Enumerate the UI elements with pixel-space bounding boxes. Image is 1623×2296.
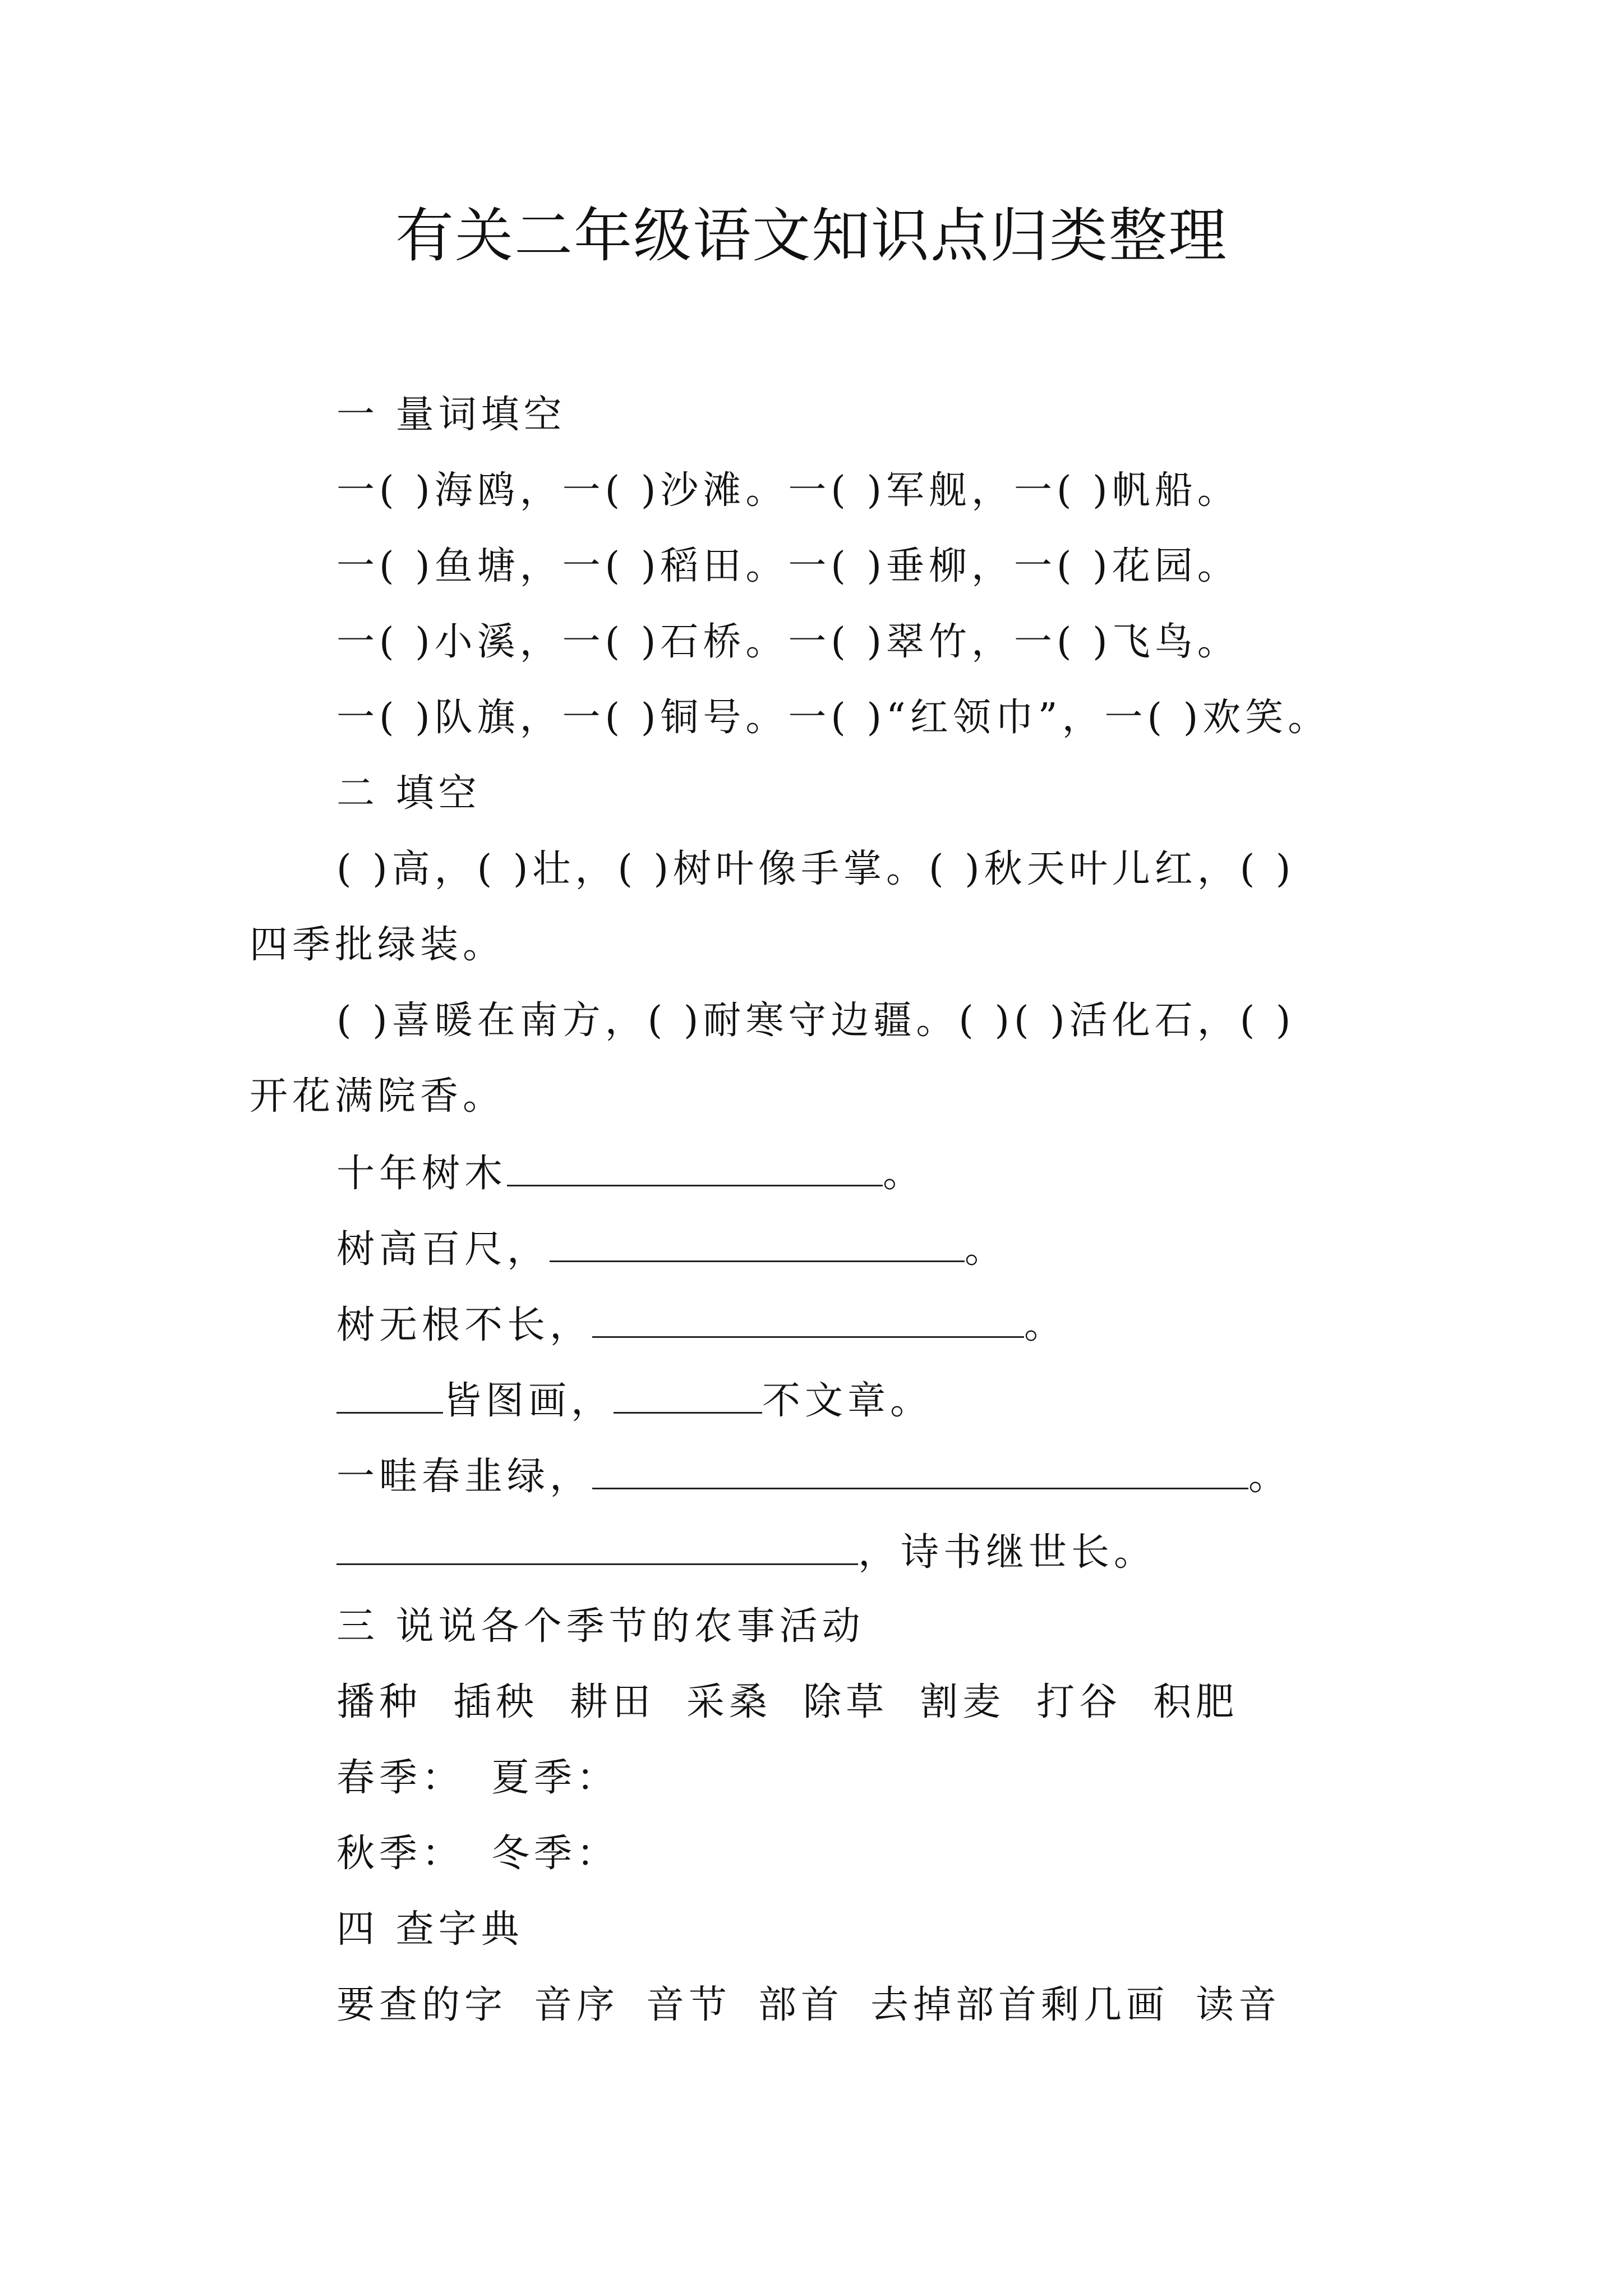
activity-item: 采桑 <box>686 1680 772 1724</box>
season-spring-label: 春季： <box>336 1756 465 1800</box>
proverb-3-suffix: 。 <box>1024 1303 1067 1347</box>
activity-item: 耕田 <box>570 1680 656 1724</box>
measure-word-row-1: 一( )海鸥，一( )沙滩。一( )军舰，一( )帆船。 <box>336 468 1240 513</box>
measure-word-row-4: 一( )队旗，一( )铜号。一( )“红领巾”，一( )欢笑。 <box>336 696 1331 740</box>
dictionary-column-label: 音节 <box>646 1983 732 2027</box>
fill-paragraph-2-line-1: ( )喜暖在南方，( )耐寒守边疆。( )( )活化石，( ) <box>336 999 1295 1043</box>
proverb-3-prefix: 树无根不长， <box>336 1303 593 1347</box>
seasons-row-2 <box>336 1826 619 1882</box>
answer-blank[interactable] <box>592 1296 1024 1338</box>
proverb-line-2 <box>336 1220 1007 1278</box>
dictionary-column-label: 去掉部首剩几画 <box>870 1983 1169 2027</box>
fill-paragraph-2-line-2: 开花满院香。 <box>250 1074 506 1119</box>
proverb-2-suffix: 。 <box>965 1227 1008 1272</box>
proverb-5-suffix: 。 <box>1248 1455 1292 1499</box>
proverb-1-prefix: 十年树木 <box>336 1152 508 1196</box>
proverb-line-4 <box>336 1372 933 1429</box>
measure-word-row-3: 一( )小溪，一( )石桥。一( )翠竹，一( )飞鸟。 <box>336 620 1240 664</box>
answer-blank[interactable] <box>507 1144 883 1186</box>
section-2-heading: 二 填空 <box>336 771 481 816</box>
proverb-1-suffix: 。 <box>883 1152 926 1196</box>
season-winter-label: 冬季： <box>491 1832 620 1876</box>
dictionary-column-label: 音序 <box>534 1983 620 2027</box>
proverb-6-suffix: ，诗书继世长。 <box>858 1530 1157 1575</box>
measure-word-row-2: 一( )鱼塘，一( )稻田。一( )垂柳，一( )花园。 <box>336 544 1240 588</box>
document-title: 有关二年级语文知识点归类整理 <box>395 201 1228 270</box>
fill-paragraph-1-line-2: 四季批绿装。 <box>250 923 506 967</box>
farming-activities-list <box>336 1674 1238 1731</box>
season-summer-label: 夏季： <box>491 1756 620 1800</box>
proverb-4-middle: 皆图画， <box>443 1379 614 1423</box>
section-3-heading: 三 说说各个季节的农事活动 <box>336 1604 865 1649</box>
answer-blank[interactable] <box>592 1447 1248 1489</box>
dictionary-column-label: 读音 <box>1196 1983 1281 2027</box>
dictionary-column-label: 要查的字 <box>336 1983 508 2027</box>
proverb-4-suffix: 不文章。 <box>762 1379 933 1423</box>
proverb-5-prefix: 一畦春韭绿， <box>336 1455 593 1499</box>
proverb-line-1 <box>336 1144 925 1202</box>
answer-blank[interactable] <box>550 1220 965 1262</box>
season-autumn-label: 秋季： <box>336 1832 465 1876</box>
section-1-heading: 一 量词填空 <box>336 393 566 437</box>
section-4-heading: 四 查字典 <box>336 1907 524 1952</box>
proverb-line-6 <box>336 1523 1156 1581</box>
activity-item: 积肥 <box>1153 1680 1239 1724</box>
dictionary-column-label: 部首 <box>758 1983 844 2027</box>
activity-item: 打谷 <box>1036 1680 1122 1724</box>
proverb-2-prefix: 树高百尺， <box>336 1227 550 1272</box>
answer-blank[interactable] <box>336 1523 858 1565</box>
fill-paragraph-1-line-1: ( )高，( )壮，( )树叶像手掌。( )秋天叶儿红，( ) <box>336 847 1295 891</box>
activity-item: 割麦 <box>920 1680 1006 1724</box>
activity-item: 播种 <box>336 1680 422 1724</box>
seasons-row-1 <box>336 1750 619 1806</box>
activity-item: 除草 <box>803 1680 889 1724</box>
proverb-line-5 <box>336 1447 1291 1505</box>
answer-blank[interactable] <box>614 1372 762 1414</box>
dictionary-columns <box>336 1977 1281 2033</box>
proverb-line-3 <box>336 1296 1067 1354</box>
answer-blank[interactable] <box>336 1372 443 1414</box>
activity-item: 插秧 <box>453 1680 539 1724</box>
